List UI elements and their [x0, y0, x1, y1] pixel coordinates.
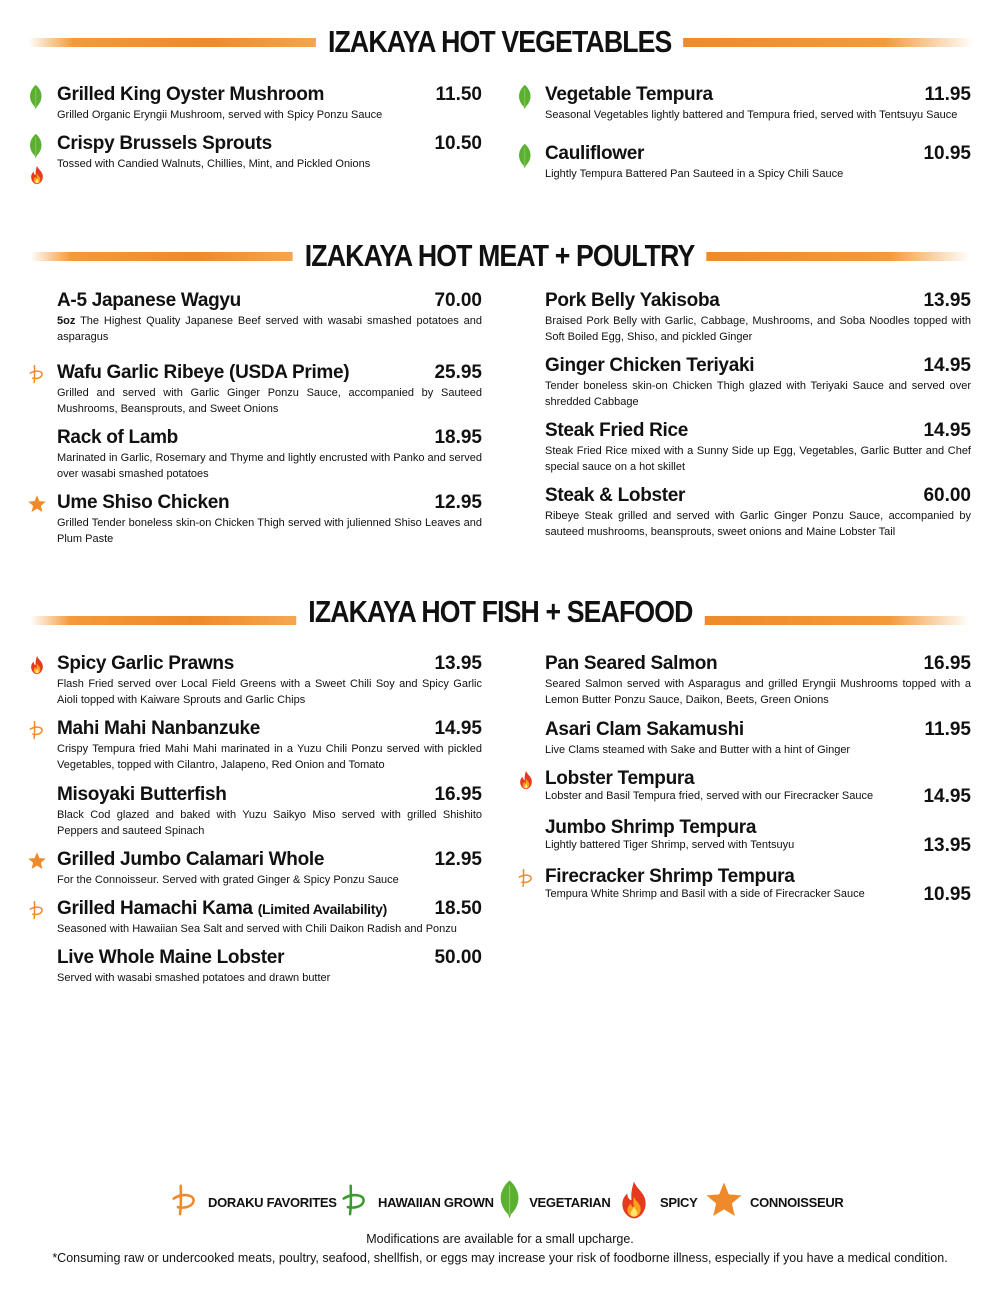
item-name-text: Mahi Mahi Nanbanzuke [57, 718, 261, 739]
item-name-text: Grilled Hamachi Kama [57, 898, 253, 919]
menu-item [545, 290, 971, 345]
item-description-text: Tender boneless skin-on Chicken Thigh glazed with Teriyaki Sauce and served over shredded Cabbage [545, 380, 971, 408]
item-price: 14.95 [923, 355, 971, 376]
item-description-text: Grilled Organic Eryngii Mushroom, served with Spicy Ponzu Sauce [57, 109, 383, 121]
menu-item [545, 653, 971, 708]
menu-item [545, 143, 971, 182]
item-name [545, 290, 971, 312]
section-heading: IZAKAYA HOT MEAT + POULTRY [293, 238, 707, 274]
item-description-text: Seasonal Vegetables lightly battered and Tempura fried, served with Tentsuyu Sauce [545, 109, 958, 121]
legend-connoisseur [704, 1180, 844, 1224]
item-description [57, 156, 482, 172]
item-price: 13.95 [923, 290, 971, 311]
menu-item [545, 866, 971, 905]
item-description [545, 313, 971, 345]
item-price: 11.95 [924, 84, 971, 105]
menu-item [57, 492, 482, 547]
item-price: 13.95 [923, 835, 971, 856]
item-name-text: Ginger Chicken Teriyaki [545, 355, 755, 376]
item-name-text: Ume Shiso Chicken [57, 492, 230, 513]
item-price: 16.95 [923, 653, 971, 674]
item-description [545, 742, 971, 758]
item-description [57, 450, 482, 482]
doraku-icon [27, 364, 49, 388]
item-description [57, 807, 482, 839]
menu-item [57, 427, 482, 482]
menu-item [545, 485, 971, 540]
hawaiian-icon [338, 1183, 372, 1222]
item-description [57, 385, 482, 417]
item-description [57, 515, 482, 547]
item-description-text: Braised Pork Belly with Garlic, Cabbage, Mushrooms, and Soba Noodles topped with Soft Boiled Egg, Shiso, and pickled Ginger [545, 315, 971, 343]
item-name [545, 143, 971, 165]
doraku-icon [168, 1183, 202, 1222]
item-description [545, 837, 971, 853]
item-price: 14.95 [434, 718, 482, 739]
item-description-text: Ribeye Steak grilled and served with Garlic Ginger Ponzu Sauce, accompanied by sauteed mushrooms, beansprouts, sweet onions and Maine Lobster Tail [545, 510, 971, 538]
item-description-text: Seared Salmon served with Asparagus and grilled Eryngii Mushrooms topped with a Lemon Butter Ponzu Sauce, Daikon, Beets, Green Onions [545, 678, 971, 706]
item-description-text: Grilled and served with Garlic Ginger Ponzu Sauce, accompanied by Sauteed Mushrooms, Beansprouts, and Sweet Onions [57, 387, 482, 415]
modifications-note: Modifications are available for a small upcharge. [366, 1232, 634, 1246]
item-name-text: Asari Clam Sakamushi [545, 719, 744, 740]
item-name-text: Crispy Brussels Sprouts [57, 133, 272, 154]
item-name-text: Firecracker Shrimp Tempura [545, 866, 795, 887]
item-price: 11.95 [924, 719, 971, 740]
item-name [57, 133, 482, 155]
section-title-seafood [0, 594, 1000, 630]
menu-item [545, 719, 971, 758]
item-description-text: Grilled Tender boneless skin-on Chicken Thigh served with julienned Shiso Leaves and Plum Paste [57, 517, 482, 545]
legend-label: DORAKU FAVORITES [208, 1194, 337, 1210]
item-price: 16.95 [434, 784, 482, 805]
section-heading: IZAKAYA HOT VEGETABLES [316, 24, 684, 60]
legend-spicy [614, 1180, 698, 1224]
leaf-icon [27, 133, 49, 157]
menu-item [57, 849, 482, 888]
legend-label: HAWAIIAN GROWN [378, 1194, 494, 1210]
doraku-icon [27, 720, 49, 744]
item-description-text: Lightly Tempura Battered Pan Sauteed in a Spicy Chili Sauce [545, 168, 844, 180]
legend-label: SPICY [660, 1194, 698, 1210]
item-description-text: Seasoned with Hawaiian Sea Salt and served with Chili Daikon Radish and Ponzu [57, 923, 457, 935]
item-description [57, 970, 482, 986]
item-name-text: Steak & Lobster [545, 485, 686, 506]
item-name-text: Wafu Garlic Ribeye (USDA Prime) [57, 362, 350, 383]
item-name [545, 420, 971, 442]
leaf-icon [27, 84, 49, 108]
item-name-text: Spicy Garlic Prawns [57, 653, 234, 674]
menu-item [57, 898, 482, 937]
brush-stroke-right [700, 252, 970, 261]
flame-icon [614, 1180, 654, 1225]
leaf-icon [516, 143, 538, 167]
menu-item [545, 420, 971, 475]
section-heading: IZAKAYA HOT FISH + SEAFOOD [296, 594, 704, 630]
legend-doraku [168, 1180, 337, 1224]
flame-icon [516, 770, 538, 794]
legend-label: CONNOISSEUR [750, 1194, 844, 1210]
brush-stroke-left [30, 616, 300, 625]
item-description-text: Lobster and Basil Tempura fried, served with our Firecracker Sauce [545, 790, 874, 802]
item-description [545, 166, 971, 182]
item-description [57, 676, 482, 708]
item-name-text: Grilled King Oyster Mushroom [57, 84, 325, 105]
item-name [57, 290, 482, 312]
menu-item [57, 362, 482, 417]
menu-item [545, 768, 971, 807]
legend-vegetarian [496, 1180, 610, 1224]
item-price: 10.50 [434, 133, 482, 154]
item-name-text: Pan Seared Salmon [545, 653, 718, 674]
brush-stroke-left [28, 38, 328, 47]
item-description [57, 313, 482, 345]
item-description [545, 378, 971, 410]
item-description [57, 107, 482, 123]
item-name [545, 817, 971, 839]
item-name [545, 768, 971, 790]
item-price: 50.00 [434, 947, 482, 968]
item-description-text: The Highest Quality Japanese Beef served with wasabi smashed potatoes and asparagus [57, 315, 483, 343]
legend-hawaiian [338, 1180, 494, 1224]
item-name [57, 898, 482, 920]
item-price: 25.95 [434, 362, 482, 383]
item-portion: 5oz [57, 315, 76, 327]
item-name [57, 784, 482, 806]
item-price: 10.95 [923, 143, 971, 164]
section-title-vegetables [0, 24, 1000, 60]
item-price: 14.95 [923, 420, 971, 441]
menu-item [57, 290, 482, 345]
item-name [57, 84, 482, 106]
star-icon [27, 494, 49, 518]
item-name [57, 653, 482, 675]
item-description-text: Crispy Tempura fried Mahi Mahi marinated in a Yuzu Chili Ponzu served with pickled Vegetables, topped with Cilantro, Jalapeno, Red Onion and Tomato [57, 743, 482, 771]
item-name-text: Pork Belly Yakisoba [545, 290, 720, 311]
item-name-text: Rack of Lamb [57, 427, 178, 448]
item-description [545, 788, 971, 804]
item-description-text: Lightly battered Tiger Shrimp, served with Tentsuyu [545, 839, 795, 851]
item-name-text: Steak Fried Rice [545, 420, 689, 441]
item-price: 11.50 [435, 84, 482, 105]
item-name [57, 362, 482, 384]
item-name-text: Grilled Jumbo Calamari Whole [57, 849, 325, 870]
item-name [545, 84, 971, 106]
item-description [57, 741, 482, 773]
item-name [57, 947, 482, 969]
item-name [57, 492, 482, 514]
item-name-text: Cauliflower [545, 143, 645, 164]
item-price: 70.00 [434, 290, 482, 311]
item-price: 12.95 [434, 492, 482, 513]
item-price: 18.95 [434, 427, 482, 448]
brush-stroke-right [700, 616, 970, 625]
menu-item [545, 84, 971, 123]
item-description-text: Marinated in Garlic, Rosemary and Thyme and lightly encrusted with Panko and served over wasabi smashed potatoes [57, 452, 482, 480]
item-description [57, 872, 482, 888]
food-safety-warning: *Consuming raw or undercooked meats, poultry, seafood, shellfish, or eggs may increase your risk of foodborne illness, especially if you have a medical condition. [52, 1251, 948, 1265]
item-name [57, 849, 482, 871]
item-name-text: Lobster Tempura [545, 768, 695, 789]
item-price: 12.95 [434, 849, 482, 870]
item-name-text: Misoyaki Butterfish [57, 784, 227, 805]
item-name-note: (Limited Availability) [257, 901, 387, 917]
item-description-text: For the Connoisseur. Served with grated Ginger & Spicy Ponzu Sauce [57, 874, 399, 886]
legend [0, 1180, 1000, 1224]
item-name [545, 866, 971, 888]
item-price: 10.95 [923, 884, 971, 905]
item-description-text: Live Clams steamed with Sake and Butter with a hint of Ginger [545, 744, 851, 756]
star-icon [704, 1180, 744, 1225]
item-name [545, 719, 971, 741]
menu-item [545, 355, 971, 410]
flame-icon [27, 655, 49, 679]
leaf-icon [516, 84, 538, 108]
item-name [545, 485, 971, 507]
item-name-text: Jumbo Shrimp Tempura [545, 817, 757, 838]
item-price: 60.00 [923, 485, 971, 506]
section-title-meat [0, 238, 1000, 274]
doraku-icon [27, 900, 49, 924]
menu-item [57, 718, 482, 773]
item-description-text: Black Cod glazed and baked with Yuzu Saikyo Miso served with grilled Shishito Peppers and sauteed Spinach [57, 809, 482, 837]
item-description-text: Steak Fried Rice mixed with a Sunny Side up Egg, Vegetables, Garlic Butter and Chef special sauce on a hot skillet [545, 445, 971, 473]
item-name [57, 718, 482, 740]
item-name-text: Vegetable Tempura [545, 84, 713, 105]
item-description-text: Flash Fried served over Local Field Greens with a Sweet Chili Soy and Spicy Garlic Aioli topped with Kaiware Sprouts and Garlic Chips [57, 678, 482, 706]
item-description-text: Tempura White Shrimp and Basil with a side of Firecracker Sauce [545, 888, 865, 900]
flame-icon [27, 165, 49, 189]
legend-label: VEGETARIAN [529, 1194, 611, 1210]
item-name [545, 653, 971, 675]
item-name-text: A-5 Japanese Wagyu [57, 290, 241, 311]
item-price: 13.95 [434, 653, 482, 674]
item-description-text: Tossed with Candied Walnuts, Chillies, Mint, and Pickled Onions [57, 158, 371, 170]
item-name [545, 355, 971, 377]
item-description-text: Served with wasabi smashed potatoes and drawn butter [57, 972, 331, 984]
item-price: 18.50 [434, 898, 482, 919]
item-description [545, 886, 971, 902]
menu-item [57, 784, 482, 839]
menu-item [57, 653, 482, 708]
menu-item [57, 947, 482, 986]
star-icon [27, 851, 49, 875]
brush-stroke-right [676, 38, 974, 47]
brush-stroke-left [30, 252, 304, 261]
item-description [545, 443, 971, 475]
item-description [545, 107, 971, 123]
menu-item [57, 133, 482, 172]
item-description [545, 508, 971, 540]
item-name [57, 427, 482, 449]
item-price: 14.95 [923, 786, 971, 807]
item-description [57, 921, 482, 937]
item-name-text: Live Whole Maine Lobster [57, 947, 285, 968]
leaf-icon [496, 1179, 523, 1225]
menu-item [57, 84, 482, 123]
menu-item [545, 817, 971, 856]
item-description [545, 676, 971, 708]
doraku-icon [516, 868, 538, 892]
